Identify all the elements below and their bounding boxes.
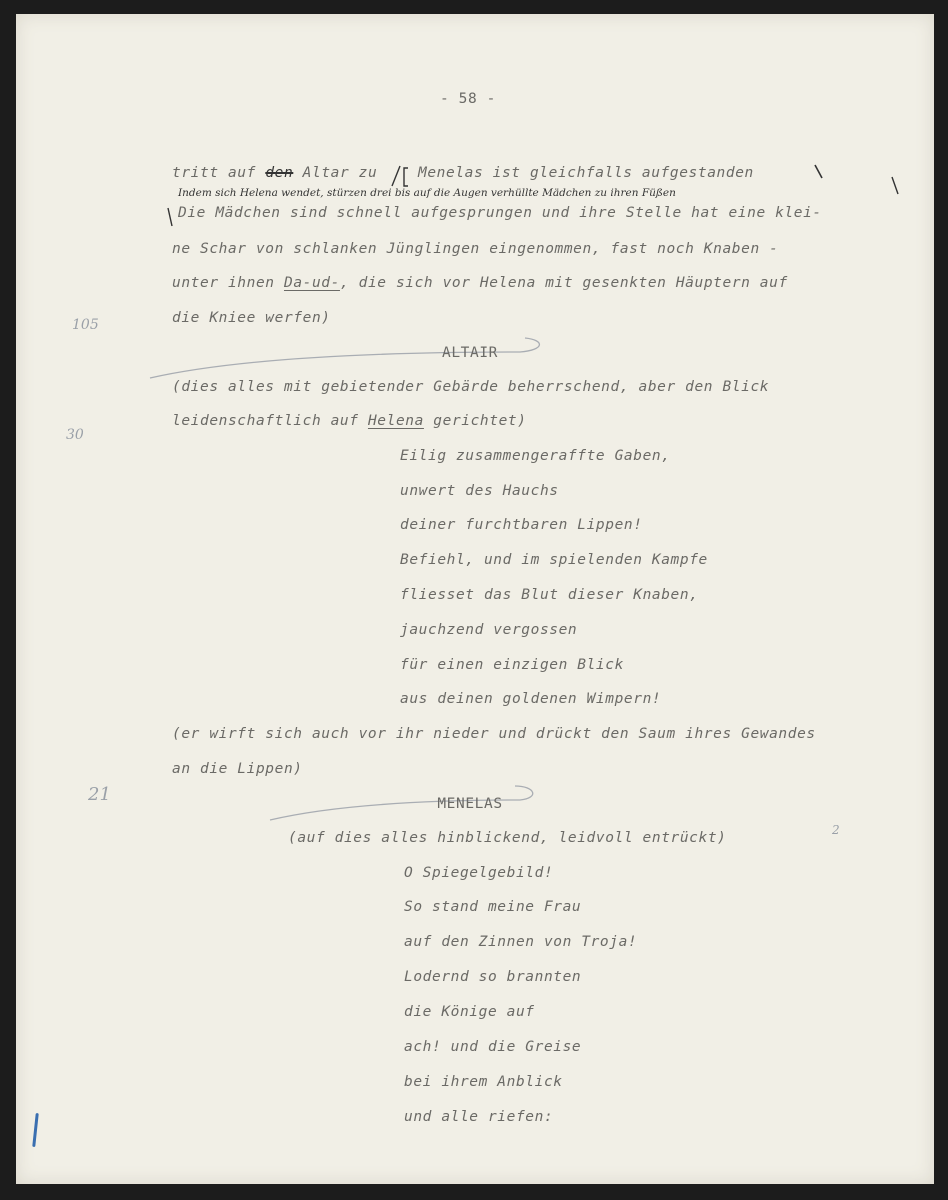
verse-line: unwert des Hauchs [400,483,559,499]
verse-line: Befiehl, und im spielenden Kampfe [400,552,708,568]
text-line-2: Die Mädchen sind schnell aufgesprungen und ihre Stelle hat eine klei- [178,205,822,221]
stage-direction-1b [172,414,527,429]
verse-line: O Spiegelgebild! [404,865,554,881]
ink-mark-line-start [168,208,172,226]
margin-note: 2 [832,823,840,837]
text-line-4 [172,276,788,291]
speaker-menelas: MENELAS [437,796,503,812]
verse-line: die Könige auf [404,1004,535,1020]
verse-line: ach! und die Greise [404,1039,582,1055]
stage-direction-2a: (er wirft sich auch vor ihr nieder und drückt den Saum ihres Gewandes [172,726,816,742]
stage-direction-3: (auf dies alles hinblickend, leidvoll entrückt) [288,830,727,846]
verse-line: aus deinen goldenen Wimpern! [400,691,662,707]
verse-line: So stand meine Frau [404,899,582,915]
struck-word: den [265,165,294,181]
underlined-name: Helena [367,413,424,429]
text-fragment: , die sich vor Helena mit gesenkten Häuptern auf [339,275,788,291]
ink-mark-end [815,165,822,178]
margin-note: 105 [72,317,99,333]
text-fragment: Altar zu [302,165,378,181]
text-fragment: gerichtet) [433,413,527,429]
verse-line: auf den Zinnen von Troja! [404,934,638,950]
text-fragment: tritt auf [172,165,256,181]
text-fragment: unter ihnen [172,275,275,291]
underlined-name: Da-ud- [283,275,340,291]
verse-line: deiner furchtbaren Lippen! [400,517,643,533]
stage-direction-2b: an die Lippen) [172,761,303,777]
verse-line: für einen einzigen Blick [400,657,624,673]
text-line-3: ne Schar von schlanken Jünglingen eingenommen, fast noch Knaben - [172,241,779,257]
margin-note: 30 [66,427,84,443]
verse-line: und alle riefen: [404,1109,554,1125]
verse-line: jauchzend vergossen [400,622,578,638]
text-fragment: Menelas ist gleichfalls aufgestanden [417,165,754,181]
ink-mark-insert-end [892,177,898,194]
handwritten-insertion: Indem sich Helena wendet, stürzen drei bis auf die Augen verhüllte Mädchen zu ihren Füßen [178,187,676,199]
verse-line: Eilig zusammengeraffte Gaben, [400,448,671,464]
text-line-5: die Kniee werfen) [172,310,331,326]
text-line-1 [172,166,754,181]
verse-line: bei ihrem Anblick [404,1074,563,1090]
page-number: - 58 - [440,91,496,107]
speaker-altair: ALTAIR [442,345,498,361]
verse-line: fliesset das Blut dieser Knaben, [400,587,699,603]
stage-direction-1a: (dies alles mit gebietender Gebärde beherrschend, aber den Blick [172,379,770,395]
margin-note: 21 [88,784,111,805]
verse-line: Lodernd so brannten [404,969,582,985]
text-fragment: leidenschaftlich auf [172,413,359,429]
